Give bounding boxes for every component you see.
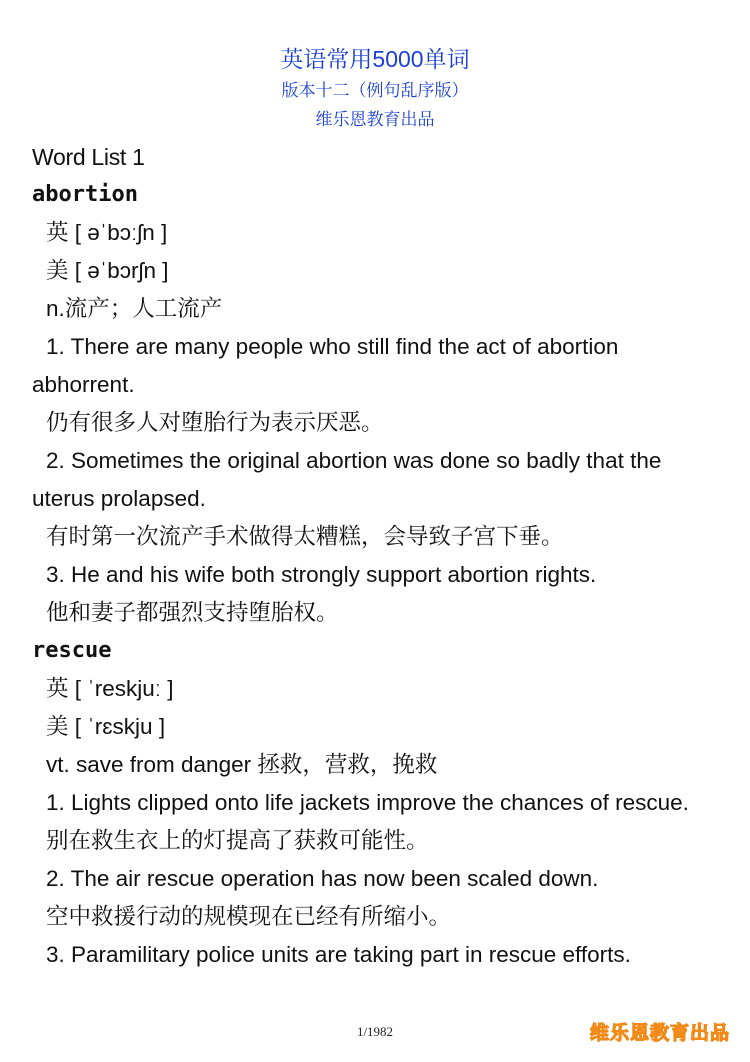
document-subtitle: 版本十二（例句乱序版）	[281, 81, 469, 100]
example-sentence-zh: 仍有很多人对堕胎行为表示厌恶。	[46, 410, 384, 435]
example-sentence-en: 2. The air rescue operation has now been scaled down.	[46, 866, 599, 891]
page-number: 1/1982	[356, 1024, 394, 1039]
definition: vt. save from danger 拯救，营救，挽救	[46, 752, 438, 777]
example-sentence-en: 1. There are many people who still find the act of abortion abhorrent.	[32, 334, 625, 397]
word-entry	[32, 632, 712, 974]
example-sentence-zh: 别在救生衣上的灯提高了获救可能性。	[46, 828, 429, 853]
uk-pronunciation: 英 [ ˈreskjuː ]	[46, 676, 174, 701]
example-sentence-en: 1. Lights clipped onto life jackets improve the chances of rescue.	[46, 790, 689, 815]
example-sentence-zh: 有时第一次流产手术做得太糟糕，会导致子宫下垂。	[46, 524, 564, 549]
example-sentence-zh: 他和妻子都强烈支持堕胎权。	[46, 600, 339, 625]
document-title: 英语常用5000单词	[280, 46, 470, 72]
headword: abortion	[32, 182, 138, 207]
word-list-title: Word List 1	[32, 144, 145, 170]
publisher-line: 维乐恩教育出品	[315, 110, 435, 129]
word-list-content	[32, 138, 712, 974]
us-pronunciation: 美 [ əˈbɔrʃn ]	[46, 258, 169, 283]
example-sentence-en: 3. He and his wife both strongly support abortion rights.	[46, 562, 597, 587]
example-sentence-en: 3. Paramilitary police units are taking part in rescue efforts.	[46, 942, 631, 967]
document-header	[0, 42, 750, 134]
uk-pronunciation: 英 [ əˈbɔːʃn ]	[46, 220, 168, 245]
us-pronunciation: 美 [ ˈrɛskju ]	[46, 714, 166, 739]
example-sentence-zh: 空中救援行动的规模现在已经有所缩小。	[46, 904, 452, 929]
word-entry	[32, 176, 712, 632]
example-sentence-en: 2. Sometimes the original abortion was done so badly that the uterus prolapsed.	[32, 448, 668, 511]
definition: n.流产；人工流产	[46, 296, 223, 321]
publisher-watermark: 维乐恩教育出品	[589, 1023, 730, 1044]
headword: rescue	[32, 638, 112, 663]
